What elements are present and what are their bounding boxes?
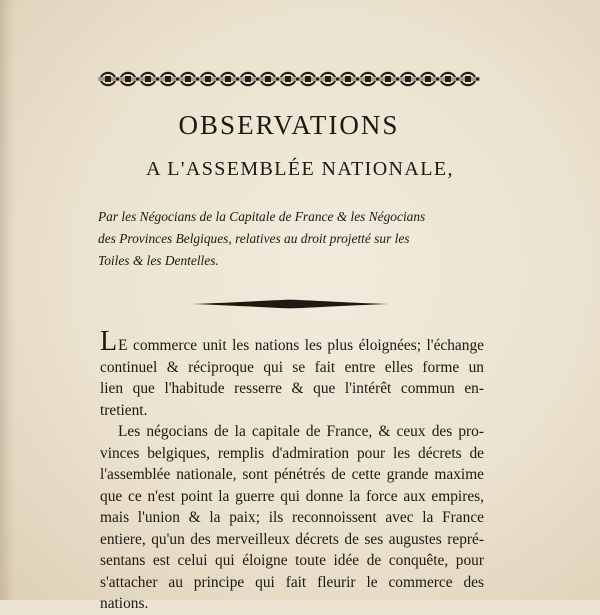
text-line: tretient. bbox=[100, 401, 148, 419]
text-line: s'attacher au principe qui fait fleurir le commerce des bbox=[100, 573, 484, 591]
text-line: lien que l'habitude resserre & que l'intérêt commun en- bbox=[100, 380, 484, 397]
byline bbox=[98, 206, 488, 272]
text-line: Les négocians de la capitale de France, & ceux des pro- bbox=[118, 423, 484, 440]
text-line: mais l'union & la paix; ils reconnoissent avec la France bbox=[100, 509, 484, 526]
byline-line: Toiles & les Dentelles. bbox=[98, 253, 219, 268]
drop-cap: L bbox=[100, 326, 118, 357]
text-line: l'assemblée nationale, sont pénétrés de cette grande maxime bbox=[100, 466, 484, 483]
document-title: OBSERVATIONS bbox=[178, 110, 400, 140]
byline-line: des Provinces Belgiques, relatives au droit projetté sur les bbox=[98, 231, 410, 246]
divider-rule-icon bbox=[192, 299, 388, 309]
text-line: sentans est celui qui éloigne toute idée de conquête, pour bbox=[100, 552, 484, 569]
text-line-content: E commerce unit les nations les plus éloignées; l'échange bbox=[118, 337, 484, 354]
ornament-band-icon bbox=[98, 68, 480, 90]
text-line: entiere, qu'un des merveilleux décrets de ses augustes repré- bbox=[100, 530, 484, 548]
paragraph-1 bbox=[100, 328, 484, 421]
body-text bbox=[100, 328, 484, 615]
paragraph-2 bbox=[100, 421, 484, 615]
text-line: continuel & réciproque qui se fait entre elles forme un bbox=[100, 358, 484, 376]
byline-line: Par les Négocians de la Capitale de France & les Négocians bbox=[98, 209, 426, 224]
text-line: que ce n'est point la guerre qui donne la force aux empires, bbox=[100, 487, 484, 505]
text-line: nations. bbox=[100, 595, 149, 612]
text-line: vinces belgiques, remplis d'admiration pour les décrets de bbox=[100, 444, 484, 462]
document-subtitle: A L'ASSEMBLÉE NATIONALE, bbox=[146, 158, 454, 180]
text-line bbox=[100, 328, 484, 357]
